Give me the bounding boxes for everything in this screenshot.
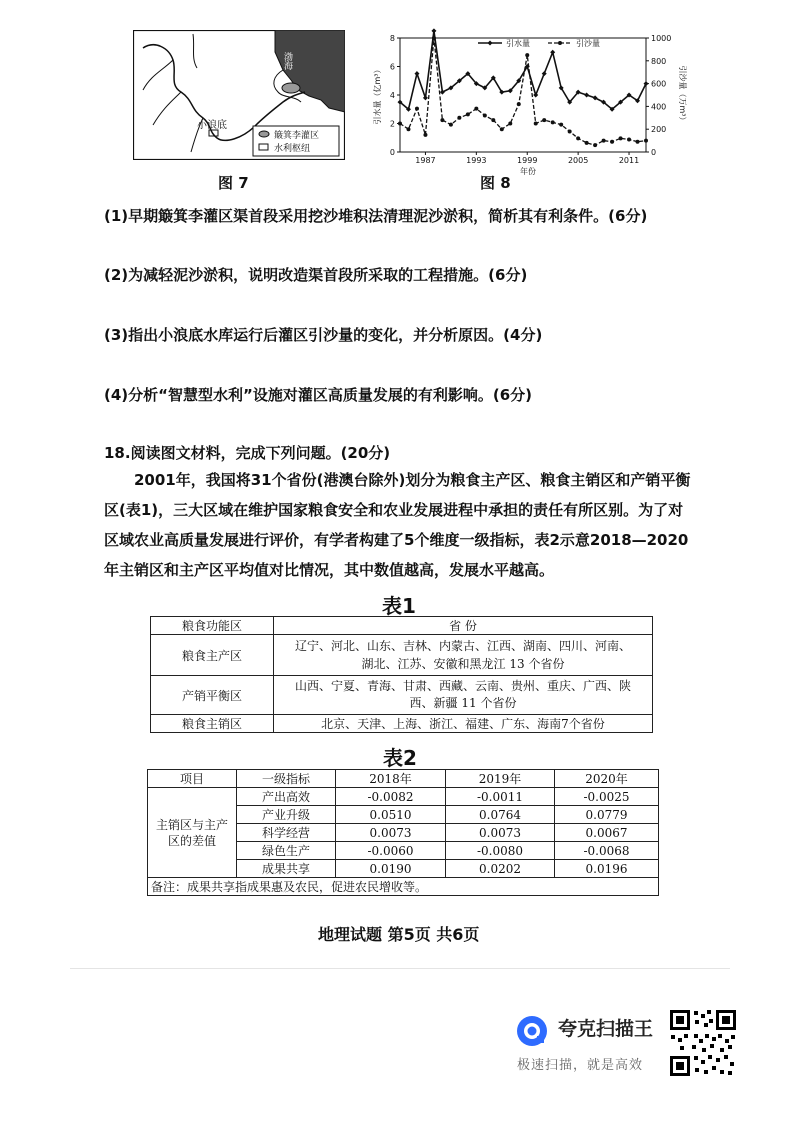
water-data-point [533, 93, 538, 98]
table1-cell: 山西、宁夏、青海、甘肃、西藏、云南、贵州、重庆、广西、陕西、新疆 11 个省份 [274, 676, 653, 715]
sand-data-point [500, 127, 504, 131]
sand-data-point [483, 114, 487, 118]
table2-cell: 产出高效 [237, 788, 336, 806]
table2-cell: -0.0025 [555, 788, 659, 806]
y-tick-label: 2 [389, 119, 395, 129]
water-data-point [550, 50, 555, 55]
table2-cell: -0.0060 [336, 842, 446, 860]
y2-tick-label: 800 [651, 56, 667, 66]
water-data-point [414, 71, 419, 76]
table2-cell: 0.0073 [336, 824, 446, 842]
water-data-point [423, 95, 428, 100]
y2-axis-label: 引沙量（万m³） [678, 65, 687, 125]
table2-cell: 产业升级 [237, 806, 336, 824]
figure-8-caption: 图 8 [480, 174, 511, 192]
q18-paragraph: 2001年，我国将31个省份(港澳台除外)划分为粮食主产区、粮食主销区和产销平衡区(表1)，三大区域在维护国家粮食安全和农业发展进程中承担的责任有所区别。为了对区域农业高质量发展进行评价，有学者构建了5个维度一级指标，表2示意2018—2020年主销区和主产区平均值对比情况，其中数值越高，发展水平越高。 [104, 471, 691, 579]
y2-tick-label: 1000 [651, 34, 672, 43]
sand-data-point [466, 112, 470, 116]
x-tick-label: 2005 [567, 156, 589, 165]
sand-data-point [636, 140, 640, 144]
y2-tick-label: 400 [651, 102, 667, 112]
figure-7-map [133, 30, 345, 160]
table2-cell: 绿色生产 [237, 842, 336, 860]
y2-tick-label: 200 [651, 125, 667, 135]
table2-cell: 成果共享 [237, 860, 336, 878]
page-footer-label: 地理试题 第5页 共6页 [318, 925, 480, 944]
table2-cell: 0.0764 [446, 806, 555, 824]
x-tick-label: 1987 [415, 156, 436, 165]
y-tick-label: 6 [389, 62, 395, 72]
table2-cell: 0.0779 [555, 806, 659, 824]
y-tick-label: 0 [389, 148, 395, 157]
q18-heading: 18.阅读图文材料，完成下列问题。(20分) [104, 444, 391, 462]
legend-water-label: 引水量 [506, 39, 530, 48]
table1-cell: 粮食主产区 [151, 635, 274, 676]
sand-data-point [398, 122, 402, 126]
sand-data-point [415, 107, 419, 111]
table1-cell: 粮食主销区 [151, 715, 274, 733]
table2-note: 备注：成果共享指成果惠及农民，促进农民增收等。 [148, 878, 659, 896]
sand-data-point [423, 133, 427, 137]
table2-header-cell: 一级指标 [237, 770, 336, 788]
sand-data-point [551, 120, 555, 124]
x-tick-label: 2011 [618, 156, 640, 165]
table2-cell: 0.0073 [446, 824, 555, 842]
sand-data-point [406, 127, 410, 131]
table1-cell: 辽宁、河北、山东、吉林、内蒙古、江西、湖南、四川、河南、湖北、江苏、安徽和黑龙江 13 个省份 [274, 635, 653, 676]
qr-code-icon [668, 1008, 738, 1078]
brand-name: 夸克扫描王 [558, 1018, 654, 1040]
table2-cell: 0.0202 [446, 860, 555, 878]
table2-header-cell: 项目 [148, 770, 237, 788]
quark-logo-icon [515, 1014, 549, 1048]
table1-cell: 北京、天津、上海、浙江、福建、广东、海南7个省份 [274, 715, 653, 733]
sand-data-point [602, 139, 606, 143]
x-tick-label: 1999 [517, 156, 538, 165]
legend-water-marker [488, 41, 493, 46]
water-data-point [542, 71, 547, 76]
sand-data-point [432, 36, 436, 40]
table2-cell: -0.0082 [336, 788, 446, 806]
sand-data-point [517, 102, 521, 106]
question-3: (3)指出小浪底水库运行后灌区引沙量的变化，并分析原因。(4分) [104, 326, 543, 344]
question-2: (2)为减轻泥沙淤积，说明改造渠首段所采取的工程措施。(6分) [104, 266, 528, 284]
sand-data-point [644, 139, 648, 143]
sand-data-point [457, 116, 461, 120]
sand-data-point [491, 118, 495, 122]
table1-cell: 产销平衡区 [151, 676, 274, 715]
y-tick-label: 8 [389, 34, 395, 43]
table2-cell: 0.0196 [555, 860, 659, 878]
divider [70, 968, 730, 969]
legend-sand-marker [558, 41, 562, 45]
brand-slogan: 极速扫描，就是高效 [517, 1058, 644, 1073]
bohai-label: 渤海 [282, 52, 292, 70]
table1-header-provinces: 省 份 [274, 617, 653, 635]
water-data-point [431, 28, 436, 33]
sand-data-point [542, 118, 546, 122]
sand-data-point [559, 123, 563, 127]
sand-data-point [619, 136, 623, 140]
sand-data-point [440, 118, 444, 122]
sand-data-point [627, 137, 631, 141]
sand-data-point [593, 143, 597, 147]
table2-header-cell: 2018年 [336, 770, 446, 788]
x-tick-label: 1993 [466, 156, 487, 165]
legend-hub-label: 水利枢纽 [274, 144, 311, 154]
table2-cell: 0.0067 [555, 824, 659, 842]
sand-data-point [534, 122, 538, 126]
sand-data-point [576, 136, 580, 140]
water-data-point [584, 93, 589, 98]
table2-cell: 0.0190 [336, 860, 446, 878]
y2-tick-label: 0 [651, 148, 657, 157]
table1-title: 表1 [382, 594, 416, 618]
table1 [150, 616, 653, 733]
sand-data-point [474, 107, 478, 111]
chart-svg [368, 28, 688, 178]
table2-cell: 科学经营 [237, 824, 336, 842]
sand-data-point [585, 141, 589, 145]
legend-sand-label: 引沙量 [576, 39, 600, 48]
question-4: (4)分析“智慧型水利”设施对灌区高质量发展的有利影响。(6分) [104, 386, 533, 404]
y2-tick-label: 600 [651, 79, 667, 89]
y-tick-label: 4 [389, 91, 395, 100]
sand-data-point [610, 140, 614, 144]
table2-cell: -0.0080 [446, 842, 555, 860]
table2-title: 表2 [383, 746, 417, 770]
dam-label: 小浪底 [197, 120, 227, 131]
legend-irrigation-label: 簸箕李灌区 [274, 131, 320, 141]
figure-7-caption: 图 7 [218, 174, 249, 192]
table2 [147, 769, 659, 896]
table2-cell: -0.0011 [446, 788, 555, 806]
table2-header-cell: 2019年 [446, 770, 555, 788]
y-axis-label: 引水量（亿m³） [373, 65, 382, 125]
x-axis-label: 年份 [520, 167, 536, 176]
figure-8-chart [368, 28, 688, 178]
sand-data-point [508, 122, 512, 126]
question-1: (1)早期簸箕李灌区渠首段采用挖沙堆积法清理泥沙淤积，简析其有利条件。(6分) [104, 207, 648, 225]
sand-data-point [568, 129, 572, 133]
table2-cell: -0.0068 [555, 842, 659, 860]
sand-data-point [449, 123, 453, 127]
table2-group-label: 主销区与主产区的差值 [148, 788, 237, 878]
sand-data-point [525, 53, 529, 57]
table2-header-cell: 2020年 [555, 770, 659, 788]
table2-cell: 0.0510 [336, 806, 446, 824]
table1-header-region: 粮食功能区 [151, 617, 274, 635]
